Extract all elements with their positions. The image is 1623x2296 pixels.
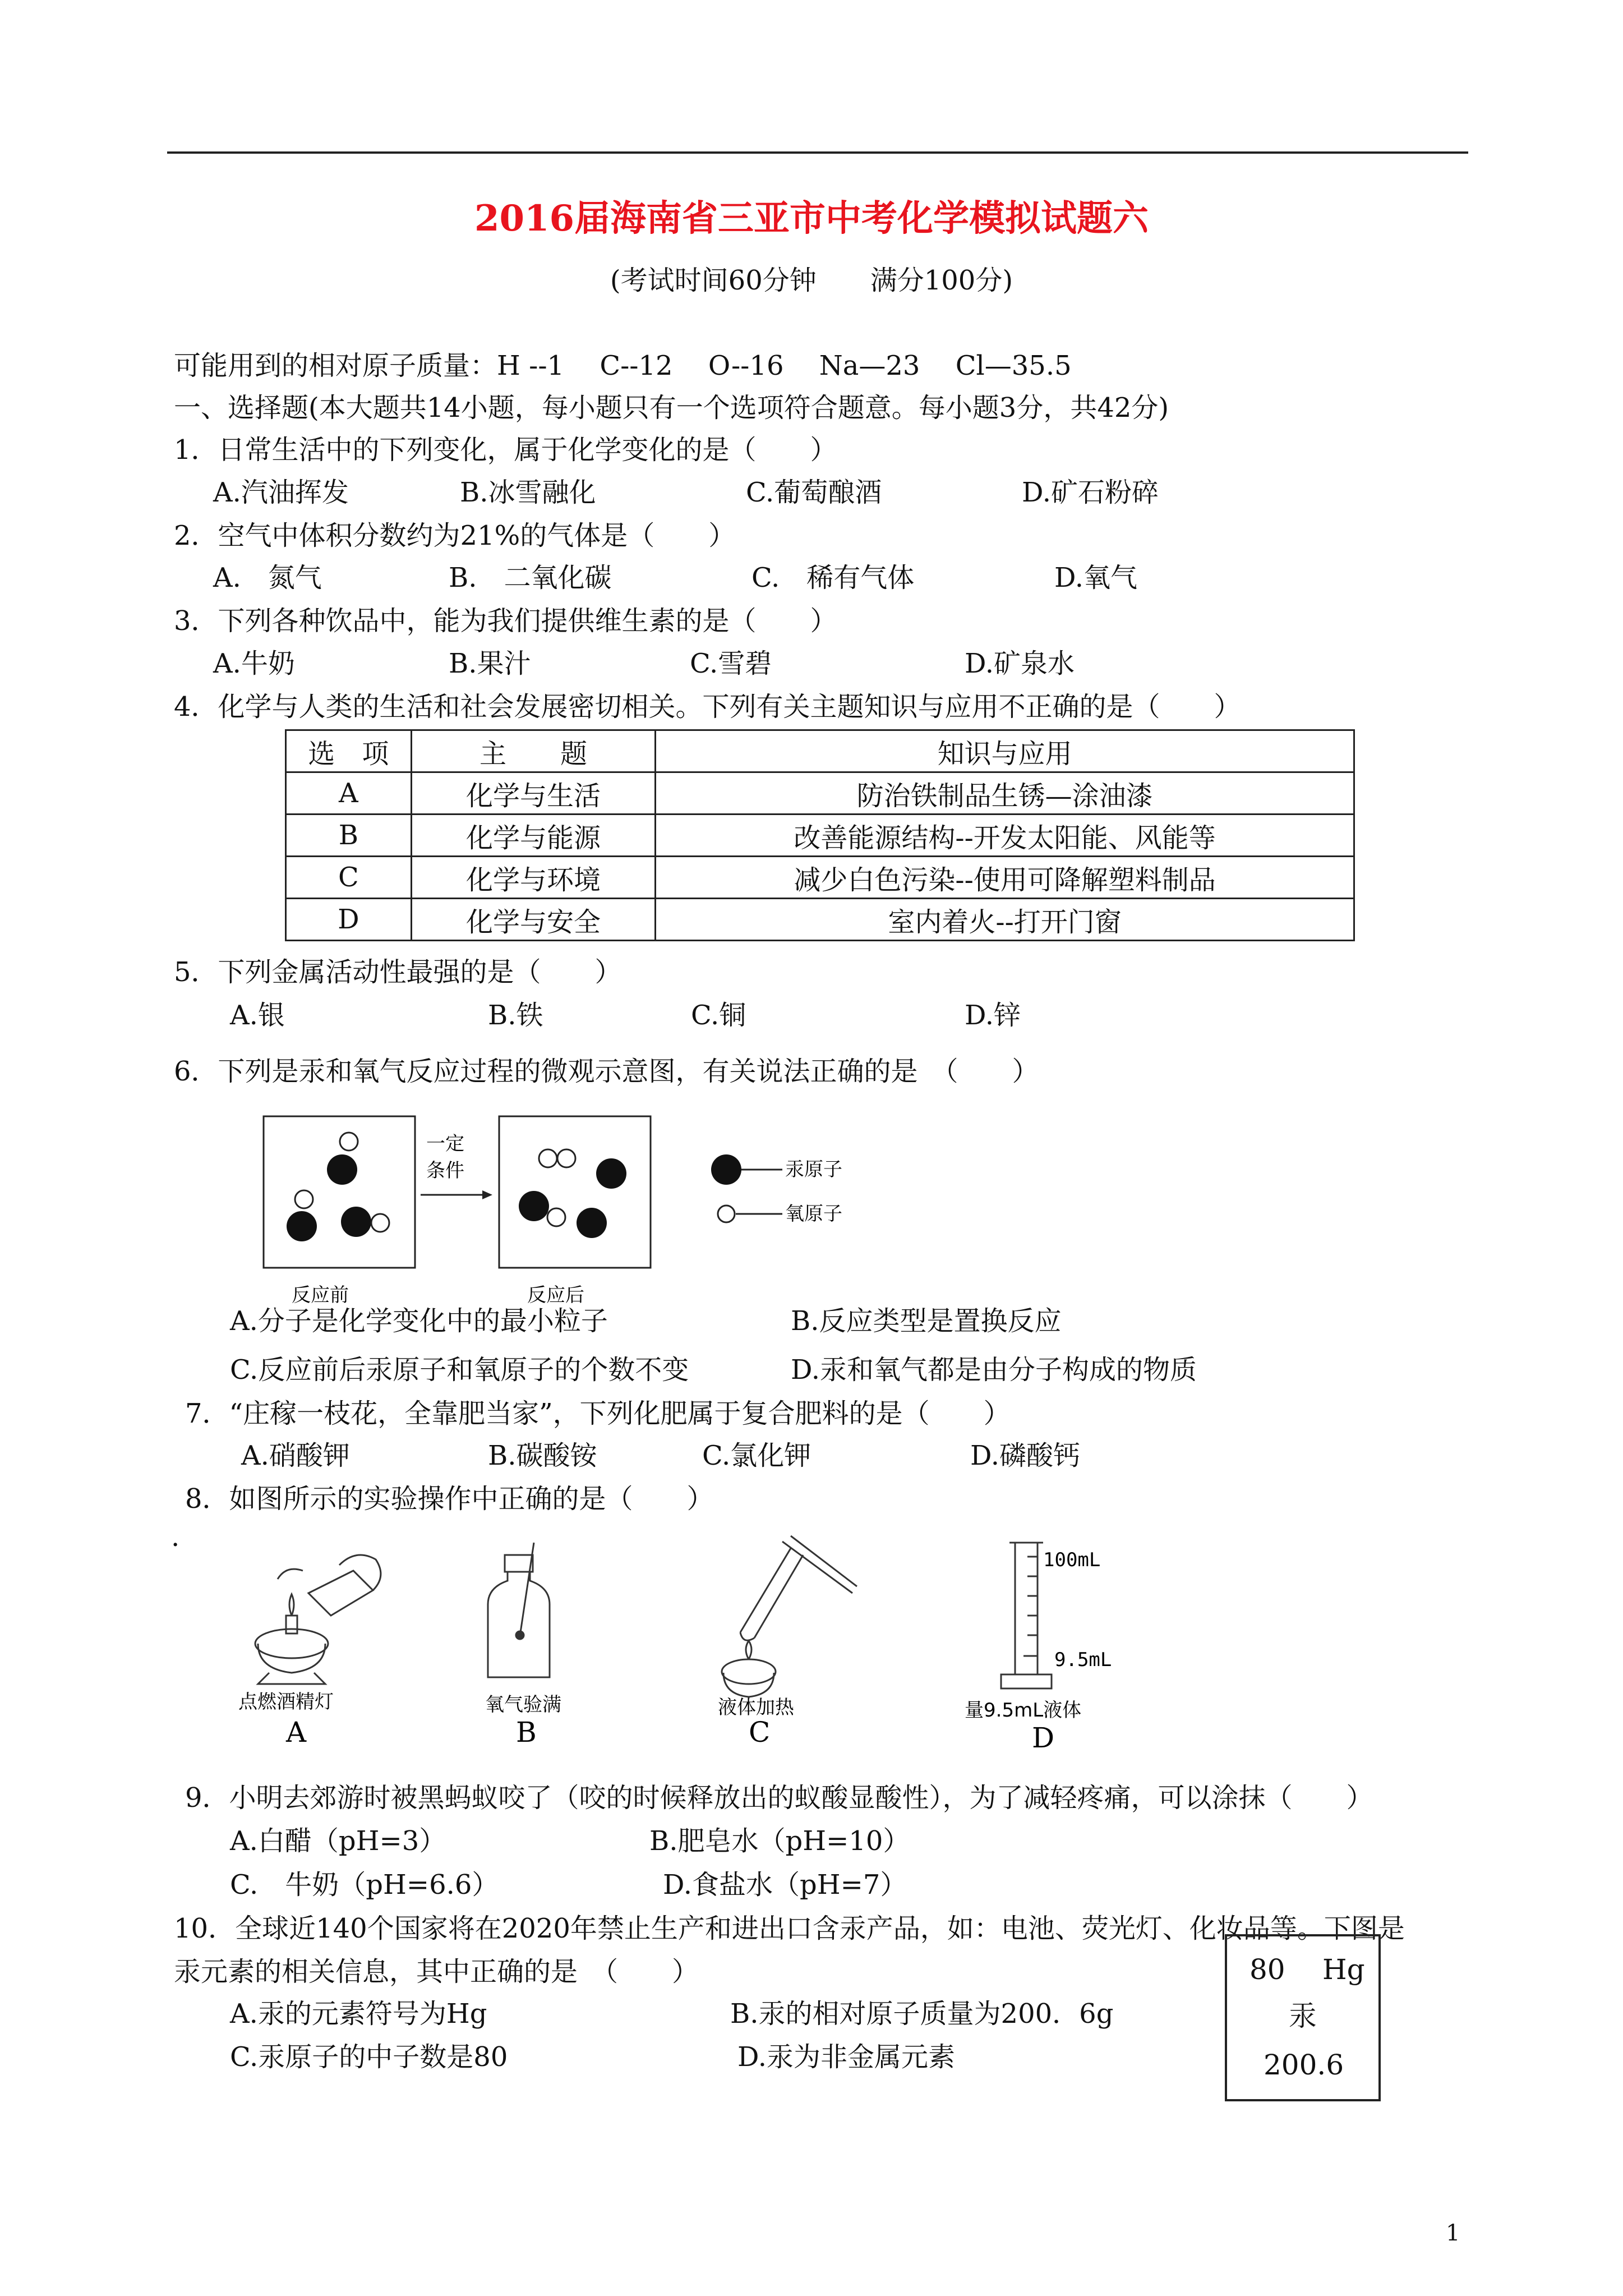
mercury-atom — [287, 1211, 317, 1241]
cylinder-top-label: 100mL — [1043, 1549, 1101, 1571]
table-cell: 化学与生活 — [411, 772, 655, 815]
mercury-atom — [327, 1154, 357, 1185]
exam-info: (考试时间60分钟 满分100分) — [610, 265, 1013, 296]
cylinder-mark-label: 9.5mL — [1054, 1649, 1112, 1671]
letter-c: C — [749, 1716, 771, 1749]
legend-oxygen-icon — [718, 1205, 735, 1222]
q9-option-c: C. 牛奶（pH=6.6） — [230, 1869, 499, 1901]
atomic-masses: 可能用到的相对原子质量：H --1 C--12 O--16 Na—23 Cl—35.5 — [174, 350, 1072, 381]
oxygen-atom — [340, 1133, 358, 1151]
table-cell: D — [286, 899, 412, 941]
caption-c: 液体加热 — [718, 1696, 794, 1719]
table-header: 选 项 — [286, 730, 412, 772]
element-card — [1225, 1934, 1381, 2101]
q5-option-a: A.银 — [230, 1000, 285, 1031]
legend-mercury-icon — [711, 1154, 741, 1185]
mercury-atom — [577, 1208, 607, 1238]
q10-option-c: C.汞原子的中子数是80 — [230, 2041, 508, 2073]
q4-table — [285, 729, 1355, 941]
q9-option-d: D.食盐水（pH=7） — [663, 1869, 907, 1901]
table-header-row — [286, 730, 1354, 772]
table-row — [286, 899, 1354, 941]
oxygen-atom — [371, 1214, 389, 1232]
element-name: 汞 — [1289, 2000, 1317, 2032]
table-cell: 改善能源结构--开发太阳能、风能等 — [656, 815, 1354, 857]
mercury-atom — [341, 1207, 371, 1237]
q9-option-a: A.白醋（pH=3） — [230, 1825, 446, 1857]
table-cell: C — [286, 857, 412, 899]
atomic-mass: 200.6 — [1264, 2049, 1344, 2081]
caption-a: 点燃酒精灯 — [238, 1691, 334, 1713]
mercury-atom — [519, 1191, 549, 1221]
atomic-number: 80 — [1249, 1953, 1285, 1986]
letter-d: D — [1032, 1722, 1055, 1754]
q9-option-b: B.肥皂水（pH=10） — [649, 1825, 910, 1857]
caption-b: 氧气验满 — [485, 1694, 561, 1716]
header-rule — [167, 151, 1468, 154]
q10-option-d: D.汞为非金属元素 — [737, 2041, 956, 2073]
table-cell: 化学与安全 — [411, 899, 655, 941]
q7-option-b: B.碳酸铵 — [488, 1440, 597, 1471]
q7-option-d: D.磷酸钙 — [970, 1440, 1081, 1471]
test-tube-heating-icon — [722, 1536, 857, 1697]
q1-option-d: D.矿石粉碎 — [1022, 477, 1159, 508]
page-title: 2016届海南省三亚市中考化学模拟试题六 — [474, 197, 1149, 240]
q6-option-c: C.反应前后汞原子和氧原子的个数不变 — [230, 1354, 689, 1386]
table-row — [286, 857, 1354, 899]
after-label: 反应后 — [527, 1284, 584, 1306]
table-cell: 室内着火--打开门窗 — [656, 899, 1354, 941]
alcohol-lamp-icon — [255, 1555, 381, 1684]
letter-a: A — [286, 1716, 307, 1749]
gas-bottle-icon — [488, 1543, 550, 1677]
table-header: 主 题 — [411, 730, 655, 772]
table-cell: 减少白色污染--使用可降解塑料制品 — [656, 857, 1354, 899]
q3-stem: 3．下列各种饮品中，能为我们提供维生素的是（ ） — [174, 605, 837, 637]
q7-option-c: C.氯化钾 — [702, 1440, 811, 1471]
table-header: 知识与应用 — [656, 730, 1354, 772]
element-symbol: Hg — [1322, 1953, 1365, 1986]
q5-option-d: D.锌 — [965, 1000, 1021, 1031]
section-heading: 一、选择题(本大题共14小题，每小题只有一个选项符合题意。每小题3分，共42分) — [174, 392, 1169, 424]
table-cell: 化学与能源 — [411, 815, 655, 857]
table-row — [286, 772, 1354, 815]
q10-stem-line2: 汞元素的相关信息，其中正确的是 （ ） — [174, 1956, 699, 1987]
oxygen-atom — [539, 1149, 557, 1167]
before-label: 反应前 — [292, 1284, 349, 1306]
q2-option-d: D.氧气 — [1054, 562, 1138, 593]
letter-b: B — [516, 1716, 537, 1749]
mercury-atom — [596, 1158, 626, 1189]
oxygen-atom — [547, 1208, 565, 1226]
q8-stem: 8．如图所示的实验操作中正确的是（ ） — [185, 1483, 714, 1515]
q3-option-c: C.雪碧 — [690, 648, 772, 679]
q5-option-c: C.铜 — [691, 1000, 746, 1031]
q2-option-a: A. 氮气 — [213, 562, 322, 593]
table-cell: 化学与环境 — [411, 857, 655, 899]
q7-stem: 7．“庄稼一枝花，全靠肥当家”，下列化肥属于复合肥料的是（ ） — [185, 1398, 1011, 1429]
stray-dot: . — [171, 1521, 180, 1553]
q3-option-d: D.矿泉水 — [965, 648, 1075, 679]
q10-option-a: A.汞的元素符号为Hg — [230, 1998, 487, 2030]
q6-option-b: B.反应类型是置换反应 — [791, 1305, 1062, 1337]
q4-stem: 4．化学与人类的生活和社会发展密切相关。下列有关主题知识与应用不正确的是（ ） — [174, 691, 1241, 723]
q6-option-a: A.分子是化学变化中的最小粒子 — [230, 1305, 608, 1337]
oxygen-atom — [557, 1149, 575, 1167]
q5-stem: 5．下列金属活动性最强的是（ ） — [174, 956, 622, 988]
table-row — [286, 815, 1354, 857]
caption-d: 量9.5mL液体 — [965, 1699, 1082, 1722]
q7-option-a: A.硝酸钾 — [241, 1440, 350, 1471]
q5-option-b: B.铁 — [488, 1000, 543, 1031]
q6-stem: 6．下列是汞和氧气反应过程的微观示意图，有关说法正确的是 （ ） — [174, 1056, 1039, 1087]
table-cell: B — [286, 815, 412, 857]
reaction-arrowhead — [482, 1190, 492, 1199]
q2-option-c: C. 稀有气体 — [751, 562, 915, 593]
q3-option-a: A.牛奶 — [213, 648, 295, 679]
q6-option-d: D.汞和氧气都是由分子构成的物质 — [791, 1354, 1197, 1386]
page-number: 1 — [1446, 2220, 1460, 2246]
reaction-diagram — [258, 1111, 931, 1313]
q3-option-b: B.果汁 — [449, 648, 531, 679]
q1-option-c: C.葡萄酿酒 — [746, 477, 882, 508]
condition-label-1: 一定 — [426, 1133, 464, 1155]
lab-operations-figure — [224, 1526, 1155, 1761]
q2-option-b: B. 二氧化碳 — [449, 562, 612, 593]
after-box — [499, 1116, 651, 1268]
q1-option-b: B.冰雪融化 — [460, 477, 596, 508]
q10-stem-line1: 10．全球近140个国家将在2020年禁止生产和进出口含汞产品，如：电池、荧光灯、化妆品等。下图是 — [174, 1913, 1405, 1944]
before-box — [264, 1116, 415, 1268]
q10-option-b: B.汞的相对原子质量为200．6g — [730, 1998, 1114, 2030]
oxygen-atom — [295, 1190, 313, 1208]
legend-oxygen-label: 氧原子 — [785, 1203, 842, 1225]
table-cell: A — [286, 772, 412, 815]
condition-label-2: 条件 — [426, 1159, 464, 1182]
legend-mercury-label: 汞原子 — [785, 1158, 842, 1181]
q9-stem: 9．小明去郊游时被黑蚂蚁咬了（咬的时候释放出的蚁酸显酸性），为了减轻疼痛，可以涂抹（ ） — [185, 1782, 1373, 1814]
q1-stem: 1．日常生活中的下列变化，属于化学变化的是（ ） — [174, 434, 837, 466]
table-cell: 防治铁制品生锈—涂油漆 — [656, 772, 1354, 815]
q2-stem: 2．空气中体积分数约为21%的气体是（ ） — [174, 520, 736, 551]
q1-option-a: A.汽油挥发 — [213, 477, 349, 508]
